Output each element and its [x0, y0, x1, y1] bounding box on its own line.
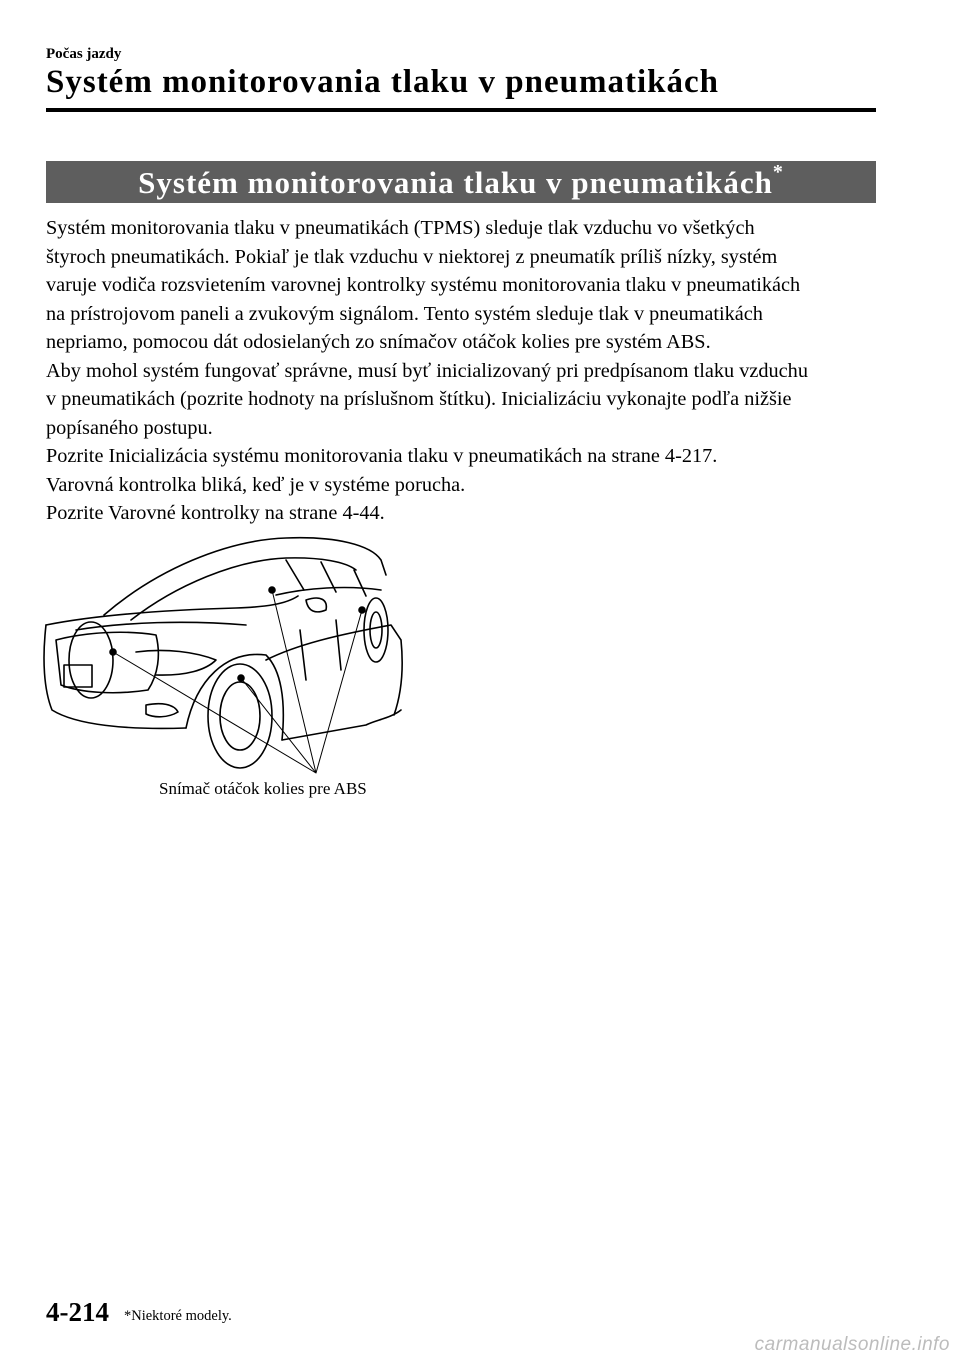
- page-number: 4-214: [46, 1297, 109, 1327]
- section-heading-text: Systém monitorovania tlaku v pneumatikách: [138, 165, 773, 200]
- sensor-dot: [238, 675, 244, 681]
- footnote: *Niektoré modely.: [124, 1308, 232, 1324]
- body-line: v pneumatikách (pozrite hodnoty na príslušnom štítku). Inicializáciu vykonajte podľa nižšie: [46, 388, 792, 410]
- door-seams: [300, 620, 341, 680]
- body-line: varuje vodiča rozsvietením varovnej kontrolky systému monitorovania tlaku v pneumatikách: [46, 274, 801, 296]
- roof-line: [104, 538, 386, 615]
- front-bumper: [44, 625, 186, 728]
- side-mirror: [306, 598, 326, 612]
- chapter-title: Systém monitorovania tlaku v pneumatikách: [46, 64, 719, 100]
- section-heading: [46, 161, 876, 203]
- front-arch: [186, 654, 283, 740]
- sensor-dot: [359, 607, 365, 613]
- body-line: Systém monitorovania tlaku v pneumatikách (TPMS) sleduje tlak vzduchu vo všetkých: [46, 217, 755, 239]
- body-line: popísaného postupu.: [46, 416, 213, 439]
- rocker-panel: [282, 710, 401, 740]
- figure-caption: Snímač otáčok kolies pre ABS: [159, 779, 367, 798]
- body-line: štyroch pneumatikách. Pokiaľ je tlak vzduchu v niektorej z pneumatík príliš nízky, systém: [46, 245, 778, 268]
- fog-light: [146, 704, 178, 717]
- hood-edge: [46, 596, 298, 625]
- sensor-dot: [269, 587, 275, 593]
- optional-equipment-marker: *: [772, 160, 784, 183]
- body-text: [46, 214, 886, 528]
- body-line: Pozrite Inicializácia systému monitorovania tlaku v pneumatikách na strane 4-217.: [46, 445, 718, 467]
- sensor-dot: [110, 649, 116, 655]
- front-wheel-hub: [220, 682, 260, 750]
- body-line: nepriamo, pomocou dát odosielaných zo snímačov otáčok kolies pre systém ABS.: [46, 331, 711, 353]
- car-illustration: [36, 530, 420, 805]
- title-rule: [46, 108, 876, 112]
- body-line: na prístrojovom paneli a zvukovým signálom. Tento systém sleduje tlak v pneumatikách: [46, 302, 763, 325]
- body-line: Aby mohol systém fungovať správne, musí byť inicializovaný pri predpísanom tlaku vzduchu: [46, 359, 808, 382]
- headlight: [136, 650, 216, 675]
- body-line: Varovná kontrolka bliká, keď je v systéme porucha.: [46, 473, 466, 496]
- car-drawing: [36, 530, 420, 805]
- section-kicker: Počas jazdy: [46, 46, 122, 62]
- license-plate: [64, 665, 92, 687]
- body-line: Pozrite Varovné kontrolky na strane 4-44.: [46, 502, 385, 524]
- watermark: carmanualsonline.info: [754, 1334, 950, 1355]
- rear-wheel-hub: [370, 612, 382, 648]
